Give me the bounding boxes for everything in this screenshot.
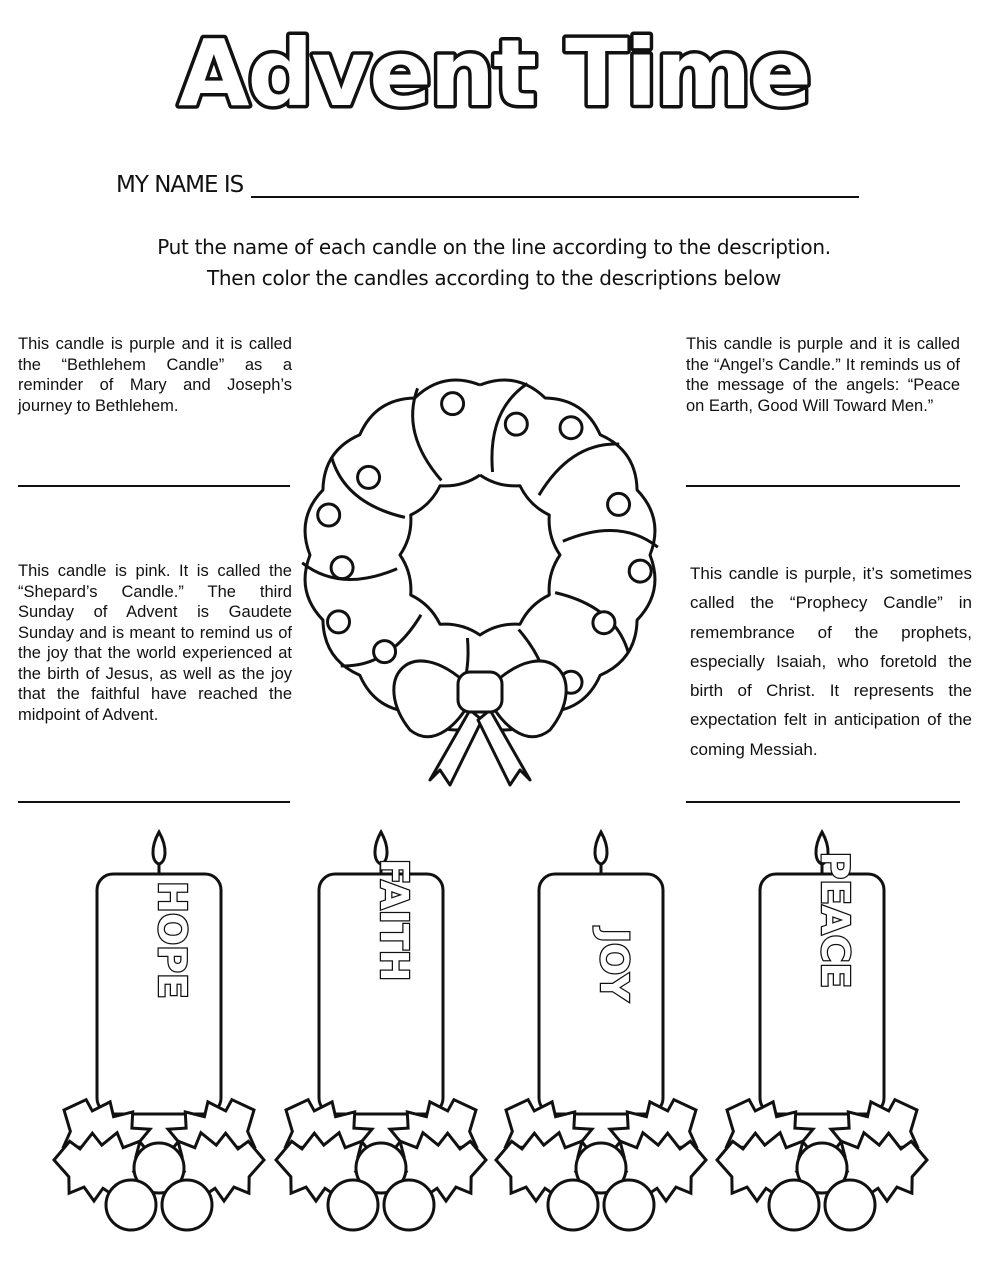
berry-icon [374, 641, 396, 663]
berry-icon [825, 1180, 875, 1230]
candle-word: FAITH [372, 858, 416, 982]
berry-icon [769, 1180, 819, 1230]
berry-icon [629, 560, 651, 582]
description-bethlehem-candle: This candle is purple and it is called the “Bethlehem Candle” as a reminder of Mary and Joseph’s journey to Bethlehem. [18, 335, 292, 415]
instructions-line-1: Put the name of each candle on the line according to the description. [157, 235, 831, 259]
name-prompt: MY NAME IS [116, 172, 244, 198]
flame-icon [153, 832, 165, 864]
berry-icon [593, 612, 615, 634]
bow-knot [458, 672, 502, 712]
candle-word: PEACE [813, 851, 857, 989]
berry-icon [358, 466, 380, 488]
instructions-line-2: Then color the candles according to the descriptions below [207, 266, 781, 290]
wreath-segment [539, 444, 619, 495]
description-angels-candle: This candle is purple and it is called the “Angel’s Candle.” It reminds us of the message of the angels: “Peace on Earth, Good Will Toward Men.” [686, 335, 960, 415]
description-shepherds-candle: This candle is pink. It is called the “Shepard’s Candle.” The third Sunday of Advent is Gaudete Sunday and is meant to remind us of the joy that the world experienced at the birth of Jesus, as well as the joy that the faithful have reached the midpoint of Advent. [18, 562, 292, 724]
title-text: Advent Time [178, 20, 810, 127]
berry-icon [318, 504, 340, 526]
berry-icon [162, 1180, 212, 1230]
berry-icon [505, 413, 527, 435]
berry-icon [604, 1180, 654, 1230]
berry-icon [331, 557, 353, 579]
berry-icon [442, 393, 464, 415]
berry-icon [328, 1180, 378, 1230]
berry-icon [548, 1180, 598, 1230]
candle-faith [272, 832, 490, 1230]
berry-icon [384, 1180, 434, 1230]
candle-joy [492, 832, 710, 1230]
berry-icon [608, 493, 630, 515]
berry-icon [560, 417, 582, 439]
wreath-inner-ring [400, 475, 560, 635]
berry-icon [106, 1180, 156, 1230]
wreath-segment [563, 531, 658, 548]
description-prophecy-candle: This candle is purple, it’s sometimes called the “Prophecy Candle” in remembrance of the prophets, especially Isaiah, who foretold the birth of Christ. It represents the expectation felt in anticipation of the coming Messiah. [690, 564, 972, 759]
candle-peace [713, 832, 931, 1230]
flame-icon [595, 832, 607, 864]
wreath-icon [302, 380, 658, 785]
wreath-segment [413, 388, 442, 480]
candle-hope [50, 832, 268, 1230]
candle-word: JOY [592, 928, 636, 1002]
berry-icon [328, 611, 350, 633]
candle-word: HOPE [150, 881, 194, 999]
